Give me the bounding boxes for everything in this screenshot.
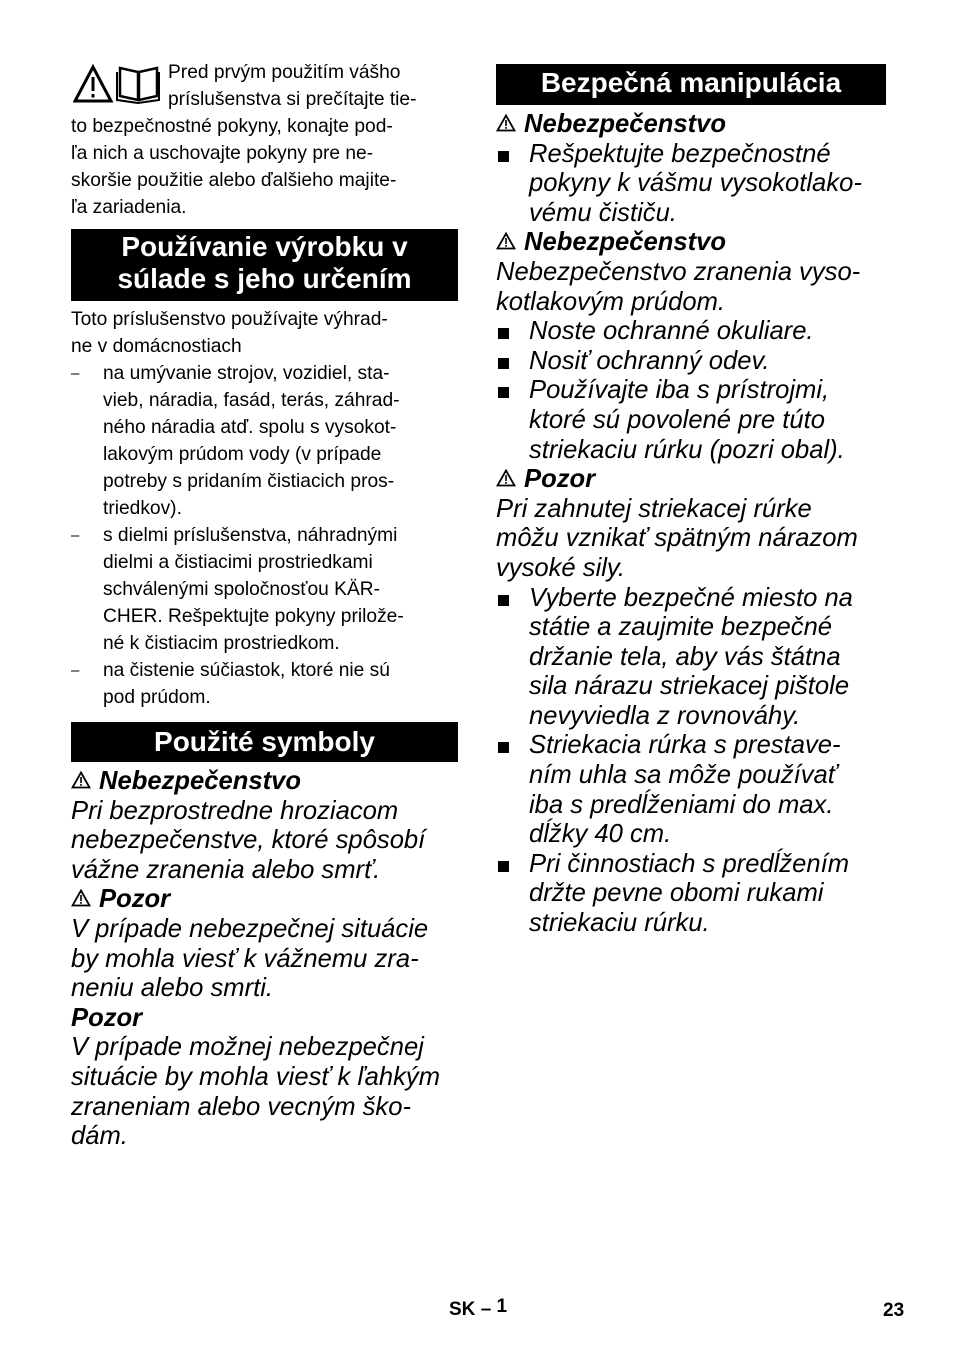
list-line: pokyny k vášmu vysokotlako- bbox=[529, 169, 862, 198]
list-line: vému čističu. bbox=[529, 198, 677, 227]
list-line: potreby s pridaním čistiacich pros- bbox=[103, 471, 395, 492]
block-line: vážne zranenia alebo smrť. bbox=[71, 855, 381, 884]
block-title: Pozor bbox=[71, 1003, 143, 1032]
block-line: Pri zahnutej striekacej rúrke bbox=[496, 494, 812, 523]
section-heading-symbols bbox=[71, 722, 458, 762]
heading-line: súlade s jeho určením bbox=[117, 263, 412, 294]
list-item bbox=[496, 317, 886, 347]
list-item bbox=[496, 376, 886, 465]
list-line: triedkov). bbox=[103, 498, 182, 519]
list-line: Striekacia rúrka s prestave- bbox=[529, 731, 841, 760]
list-line: lakovým prúdom vody (v prípade bbox=[103, 444, 382, 465]
list-line: ného náradia atď. spolu s vysokot- bbox=[103, 417, 397, 438]
block-title-text: Nebezpečenstvo bbox=[524, 110, 726, 138]
list-line: Používajte iba s prístrojmi, bbox=[529, 376, 830, 405]
dash-bullet: – bbox=[71, 365, 80, 382]
block-title bbox=[496, 465, 886, 495]
intro-text-line: ľa zariadenia. bbox=[71, 197, 187, 218]
footer-separator: – bbox=[480, 1299, 492, 1320]
block-line: neniu alebo smrti. bbox=[71, 974, 274, 1003]
block-line: Nebezpečenstvo zranenia vyso- bbox=[496, 257, 861, 286]
list-line: nevyviedla z rovnováhy. bbox=[529, 701, 801, 730]
list-item bbox=[71, 657, 458, 711]
block-line: vysoké sily. bbox=[496, 553, 625, 582]
list-line: CHER. Rešpektujte pokyny prilože- bbox=[103, 606, 404, 627]
intended-use-body bbox=[71, 306, 458, 711]
list-item bbox=[496, 140, 886, 229]
block-line: zraneniam alebo vecným ško- bbox=[71, 1092, 411, 1121]
square-bullet bbox=[498, 861, 509, 872]
warning-icon bbox=[496, 114, 516, 132]
warning-triangle-icon bbox=[73, 64, 161, 104]
block-line: kotlakovým prúdom. bbox=[496, 287, 726, 316]
list-line: Noste ochranné okuliare. bbox=[529, 317, 814, 346]
body-line: ne v domácnostiach bbox=[71, 336, 242, 357]
block-title-text: Pozor bbox=[524, 465, 596, 494]
square-bullet bbox=[498, 328, 509, 339]
list-line: vieb, náradia, fasád, terás, záhrad- bbox=[103, 390, 400, 411]
list-line: státie a zaujmite bezpečné bbox=[529, 613, 833, 642]
footer-lang: SK bbox=[449, 1299, 476, 1320]
list-line: ktoré sú povolené pre túto bbox=[529, 405, 825, 434]
list-line: s dielmi príslušenstva, náhradnými bbox=[103, 525, 398, 546]
list-item bbox=[496, 850, 886, 939]
block-line: dám. bbox=[71, 1122, 128, 1151]
body-line: Toto príslušenstvo používajte výhrad- bbox=[71, 309, 388, 330]
block-line: V prípade možnej nebezpečnej bbox=[71, 1033, 424, 1062]
open-book-icon bbox=[117, 68, 159, 103]
list-line: striekaciu rúrku. bbox=[529, 909, 710, 938]
section-heading-safe-handling bbox=[496, 64, 886, 105]
list-line: Vyberte bezpečné miesto na bbox=[529, 583, 853, 612]
list-line: iba s predĺženiami do max. bbox=[529, 790, 834, 819]
block-line: Pri bezprostredne hroziacom bbox=[71, 796, 399, 825]
list-line: Nosiť ochranný odev. bbox=[529, 346, 770, 375]
heading-line: Použité symboly bbox=[154, 726, 375, 757]
block-title-text: Nebezpečenstvo bbox=[524, 228, 726, 257]
block-title-text: Pozor bbox=[99, 885, 171, 914]
intro-text-line: to bezpečnostné pokyny, konajte pod- bbox=[71, 116, 393, 137]
warning-icon bbox=[496, 469, 516, 487]
footer-page-label bbox=[449, 1296, 508, 1321]
block-title bbox=[496, 228, 886, 258]
list-line: sila nárazu striekacej pištole bbox=[529, 672, 850, 701]
list-line: dĺžky 40 cm. bbox=[529, 820, 672, 849]
safe-handling-body bbox=[496, 110, 886, 939]
list-line: schválenými spoločnosťou KÄR- bbox=[103, 579, 381, 600]
intro-text-line: Pred prvým použitím vášho bbox=[168, 62, 401, 83]
warning-icon bbox=[71, 771, 91, 789]
list-line: né k čistiacim prostriedkom. bbox=[103, 633, 340, 654]
intro-text-line: príslušenstva si prečítajte tie- bbox=[168, 89, 417, 110]
symbols-body bbox=[71, 767, 458, 1152]
block-title bbox=[71, 767, 458, 797]
square-bullet bbox=[498, 151, 509, 162]
block-line: situácie by mohla viesť k ľahkým bbox=[71, 1062, 441, 1091]
square-bullet bbox=[498, 742, 509, 753]
list-line: na umývanie strojov, vozidiel, sta- bbox=[103, 363, 390, 384]
block-line: by mohla viesť k vážnemu zra- bbox=[71, 944, 419, 973]
page-number: 23 bbox=[883, 1300, 905, 1321]
intro-icons bbox=[73, 64, 161, 104]
block-title bbox=[71, 885, 458, 915]
list-line: na čistenie súčiastok, ktoré nie sú bbox=[103, 660, 390, 681]
section-heading-intended-use bbox=[71, 229, 458, 301]
list-line: ním uhla sa môže používať bbox=[529, 761, 837, 790]
footer-section-number: 1 bbox=[496, 1296, 508, 1317]
warning-icon bbox=[496, 232, 516, 250]
list-line: držanie tela, aby vás štátna bbox=[529, 642, 841, 671]
intro-text-line: ľa nich a uschovajte pokyny pre ne- bbox=[71, 143, 374, 164]
heading-line: Bezpečná manipulácia bbox=[540, 67, 842, 98]
list-line: Rešpektujte bezpečnostné bbox=[529, 139, 831, 168]
dash-bullet: – bbox=[71, 662, 80, 679]
intro-text-line: skoršie použitie alebo ďalšieho majite- bbox=[71, 170, 397, 191]
list-line: dielmi a čistiacimi prostriedkami bbox=[103, 552, 373, 573]
list-item bbox=[71, 522, 458, 657]
square-bullet bbox=[498, 595, 509, 606]
block-line: nebezpečenstve, ktoré spôsobí bbox=[71, 826, 426, 855]
list-item bbox=[71, 360, 458, 522]
block-line: môžu vznikať spätným nárazom bbox=[496, 524, 858, 553]
block-title bbox=[496, 110, 886, 140]
list-line: pod prúdom. bbox=[103, 687, 211, 708]
square-bullet bbox=[498, 387, 509, 398]
list-item bbox=[496, 347, 886, 377]
list-line: striekaciu rúrku (pozri obal). bbox=[529, 435, 845, 464]
block-title-text: Nebezpečenstvo bbox=[99, 767, 301, 795]
list-line: Pri činnostiach s predĺžením bbox=[529, 849, 850, 878]
heading-line: Používanie výrobku v bbox=[121, 231, 408, 262]
square-bullet bbox=[498, 358, 509, 369]
dash-bullet: – bbox=[71, 527, 80, 544]
list-item bbox=[496, 584, 886, 732]
warning-icon bbox=[71, 889, 91, 907]
list-line: držte pevne obomi rukami bbox=[529, 879, 824, 908]
block-line: V prípade nebezpečnej situácie bbox=[71, 914, 429, 943]
list-item bbox=[496, 731, 886, 849]
